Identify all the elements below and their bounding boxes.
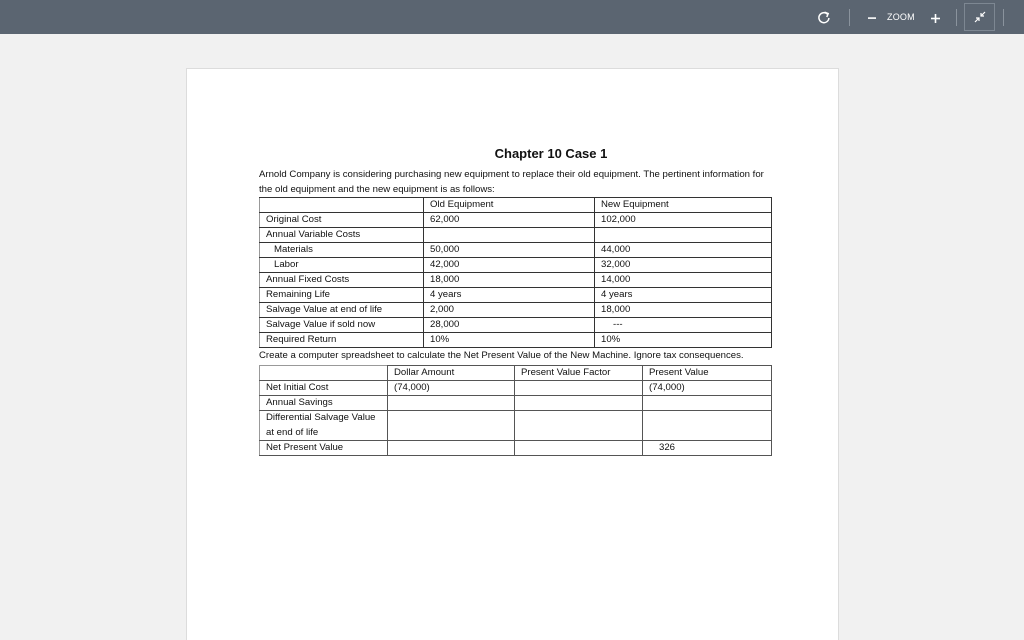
row-label: Annual Savings — [260, 396, 388, 411]
table-header-row — [260, 198, 772, 213]
zoom-out-button[interactable] — [864, 8, 880, 28]
header-cell: Old Equipment — [424, 198, 595, 213]
old-value: 10% — [424, 333, 595, 348]
row-label: Net Present Value — [260, 441, 388, 456]
new-value: 32,000 — [595, 258, 772, 273]
new-value: 10% — [595, 333, 772, 348]
table-row — [260, 441, 772, 456]
new-value: 14,000 — [595, 273, 772, 288]
row-label: Salvage Value at end of life — [260, 303, 424, 318]
document-page — [186, 68, 839, 640]
new-value — [595, 228, 772, 243]
page-title: Chapter 10 Case 1 — [494, 146, 608, 161]
table-row — [260, 411, 772, 441]
zoom-in-icon — [930, 13, 941, 24]
new-value: 4 years — [595, 288, 772, 303]
old-value — [424, 228, 595, 243]
collapse-button[interactable] — [964, 3, 995, 31]
rotate-icon — [817, 11, 831, 25]
present-value — [643, 411, 772, 441]
row-label: Net Initial Cost — [260, 381, 388, 396]
pv-factor — [515, 396, 643, 411]
old-value: 62,000 — [424, 213, 595, 228]
toolbar-separator — [1003, 9, 1004, 26]
present-value: 326 — [643, 441, 772, 456]
table-row — [260, 228, 772, 243]
header-cell: Present Value Factor — [515, 366, 643, 381]
row-label: Differential Salvage Value at end of life — [260, 411, 388, 441]
instruction-paragraph: Create a computer spreadsheet to calculate the Net Present Value of the New Machine. Ignore tax consequences. — [259, 350, 744, 361]
pv-factor — [515, 381, 643, 396]
pv-factor — [515, 441, 643, 456]
present-value: (74,000) — [643, 381, 772, 396]
new-value: 44,000 — [595, 243, 772, 258]
old-value: 4 years — [424, 288, 595, 303]
old-value: 42,000 — [424, 258, 595, 273]
zoom-out-icon — [867, 13, 877, 23]
header-cell: Dollar Amount — [388, 366, 515, 381]
intro-paragraph: Arnold Company is considering purchasing new equipment to replace their old equipment. The pertinent information for the old equipment and the new equipment is as follows: — [259, 169, 764, 195]
old-value: 28,000 — [424, 318, 595, 333]
row-label: Original Cost — [260, 213, 424, 228]
table-row — [260, 303, 772, 318]
table-row — [260, 381, 772, 396]
old-value: 50,000 — [424, 243, 595, 258]
table-row — [260, 243, 772, 258]
dollar-amount: (74,000) — [388, 381, 515, 396]
header-cell: New Equipment — [595, 198, 772, 213]
table-row — [260, 396, 772, 411]
rotate-button[interactable] — [814, 8, 834, 28]
toolbar-separator — [849, 9, 850, 26]
collapse-icon — [974, 11, 986, 23]
dollar-amount — [388, 441, 515, 456]
row-label: Materials — [260, 243, 424, 258]
header-cell — [260, 366, 388, 381]
row-label: Annual Variable Costs — [260, 228, 424, 243]
new-value: 18,000 — [595, 303, 772, 318]
table-header-row — [260, 366, 772, 381]
document-content — [259, 146, 779, 456]
table-row — [260, 213, 772, 228]
dollar-amount — [388, 396, 515, 411]
new-value: --- — [595, 318, 772, 333]
table-row — [260, 333, 772, 348]
pv-factor — [515, 411, 643, 441]
table-row — [260, 258, 772, 273]
row-label: Salvage Value if sold now — [260, 318, 424, 333]
toolbar-separator — [956, 9, 957, 26]
zoom-in-button[interactable] — [926, 8, 944, 28]
row-label: Remaining Life — [260, 288, 424, 303]
row-label: Required Return — [260, 333, 424, 348]
viewer-toolbar — [0, 0, 1024, 34]
table-row — [260, 273, 772, 288]
present-value — [643, 396, 772, 411]
table-row — [260, 318, 772, 333]
zoom-label: ZOOM — [887, 12, 915, 22]
table-row — [260, 288, 772, 303]
new-value: 102,000 — [595, 213, 772, 228]
old-value: 2,000 — [424, 303, 595, 318]
header-cell — [260, 198, 424, 213]
header-cell: Present Value — [643, 366, 772, 381]
old-value: 18,000 — [424, 273, 595, 288]
row-label: Labor — [260, 258, 424, 273]
npv-table — [259, 365, 772, 456]
equipment-table — [259, 197, 772, 348]
dollar-amount — [388, 411, 515, 441]
row-label: Annual Fixed Costs — [260, 273, 424, 288]
